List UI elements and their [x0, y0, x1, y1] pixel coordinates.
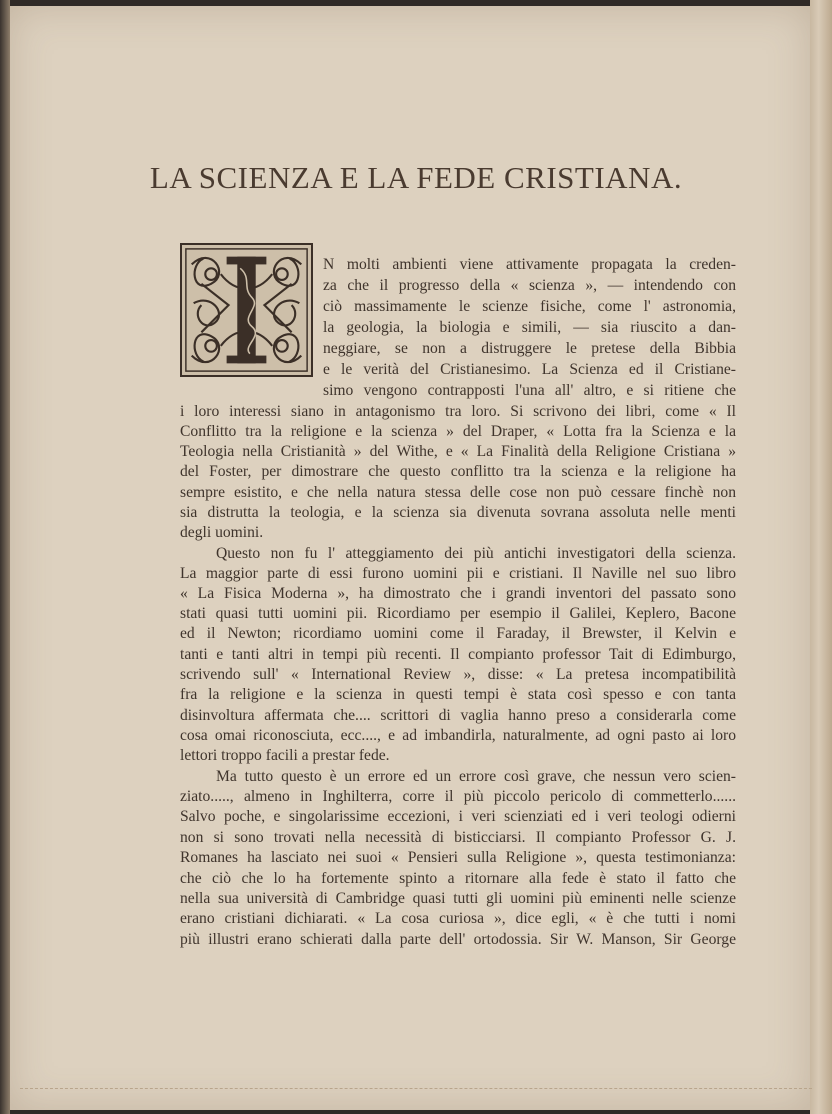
text-line: Teologia nella Cristianità » del Withe, e « La Finalità della Religione Cristiana » — [180, 443, 736, 460]
text-line: Salvo poche, e singolarissime eccezioni, i veri scienziati ed i veri teologi odierni — [180, 808, 736, 825]
text-line: za che il progresso della « scienza », — intendendo con — [323, 277, 736, 294]
text-line: « La Fisica Moderna », ha dimostrato che i grandi inventori del passato sono — [180, 585, 736, 602]
text-line: scrivendo sull' « International Review », disse: « La pretesa incompatibilità — [180, 666, 736, 683]
text-line: ciò massimamente le scienze fisiche, come l' astronomia, — [323, 298, 736, 315]
text-line: stati quasi tutti uomini pii. Ricordiamo per esempio il Galilei, Keplero, Bacone — [180, 605, 736, 622]
text-line: cosa omai riconosciuta, ecc...., e ad imbandirla, naturalmente, ad ogni pasto ai loro — [180, 727, 736, 744]
illuminated-drop-cap — [180, 243, 313, 377]
page-title: LA SCIENZA E LA FEDE CRISTIANA. — [149, 160, 683, 195]
text-line: ziato....., almeno in Inghilterra, corre il più piccolo pericolo di commetterlo...... — [180, 788, 736, 805]
text-line: più illustri erano schierati dalla parte dell' ortodossia. Sir W. Manson, Sir George — [180, 931, 736, 948]
text-line: che ciò che lo ha fortemente spinto a ritornare alla fede è stato il fatto che — [180, 870, 736, 887]
text-line: e le verità del Cristianesimo. La Scienza ed il Cristiane- — [323, 361, 736, 378]
text-line: N molti ambienti viene attivamente propagata la creden- — [323, 256, 736, 273]
text-line: sia distrutta la teologia, e la scienza sia divenuta sovrana assoluta nelle menti — [180, 504, 736, 521]
text-line: Questo non fu l' atteggiamento dei più antichi investigatori della scienza. — [216, 545, 736, 562]
text-line: Ma tutto questo è un errore ed un errore così grave, che nessun vero scien- — [216, 768, 736, 785]
text-line: del Foster, per dimostrare che questo conflitto tra la scienza e la religione ha — [180, 463, 736, 480]
text-line: Romanes ha lasciato nei suoi « Pensieri sulla Religione », questa testimonianza: — [180, 849, 736, 866]
text-line: fra la religione e la scienza in questi tempi è stata così spesso e con tanta — [180, 686, 736, 703]
text-line: degli uomini. — [180, 524, 264, 541]
text-line: disinvoltura affermata che.... scrittori di vaglia hanno preso a considerarla come — [180, 707, 736, 724]
text-line: non si sono trovati nella necessità di bisticciarsi. Il compianto Professor G. J. — [180, 829, 736, 846]
text-line: simo vengono contrapposti l'una all' altro, e si ritiene che — [323, 382, 736, 399]
text-line: Conflitto tra la religione e la scienza » del Draper, « Lotta fra la Scienza e la — [180, 423, 736, 440]
text-line: sempre esistito, e che nella natura stessa delle cose non può cessare finchè non — [180, 484, 736, 501]
text-line: tanti e tanti altri in tempi più recenti. Il compianto professor Tait di Edimburgo, — [180, 646, 736, 663]
text-line: i loro interessi siano in antagonismo tra loro. Si scrivono dei libri, come « Il — [180, 403, 736, 420]
text-line: lettori troppo facili a prestar fede. — [180, 747, 390, 764]
text-line: nella sua università di Cambridge quasi tutti gli uomini più eminenti nelle scienze — [180, 890, 736, 907]
text-line: ed il Newton; ricordiamo uomini come il Faraday, il Brewster, il Kelvin e — [180, 625, 736, 642]
text-line: erano cristiani dichiarati. « La cosa curiosa », dice egli, « è che tutti i nomi — [180, 910, 736, 927]
text-line: La maggior parte di essi furono uomini pii e cristiani. Il Naville nel suo libro — [180, 565, 736, 582]
page-bottom-rule — [20, 1088, 812, 1091]
text-line: la geologia, la biologia e simili, — sia riuscito a dan- — [323, 319, 736, 336]
text-line: neggiare, se non a distruggere le pretese della Bibbia — [323, 340, 736, 357]
